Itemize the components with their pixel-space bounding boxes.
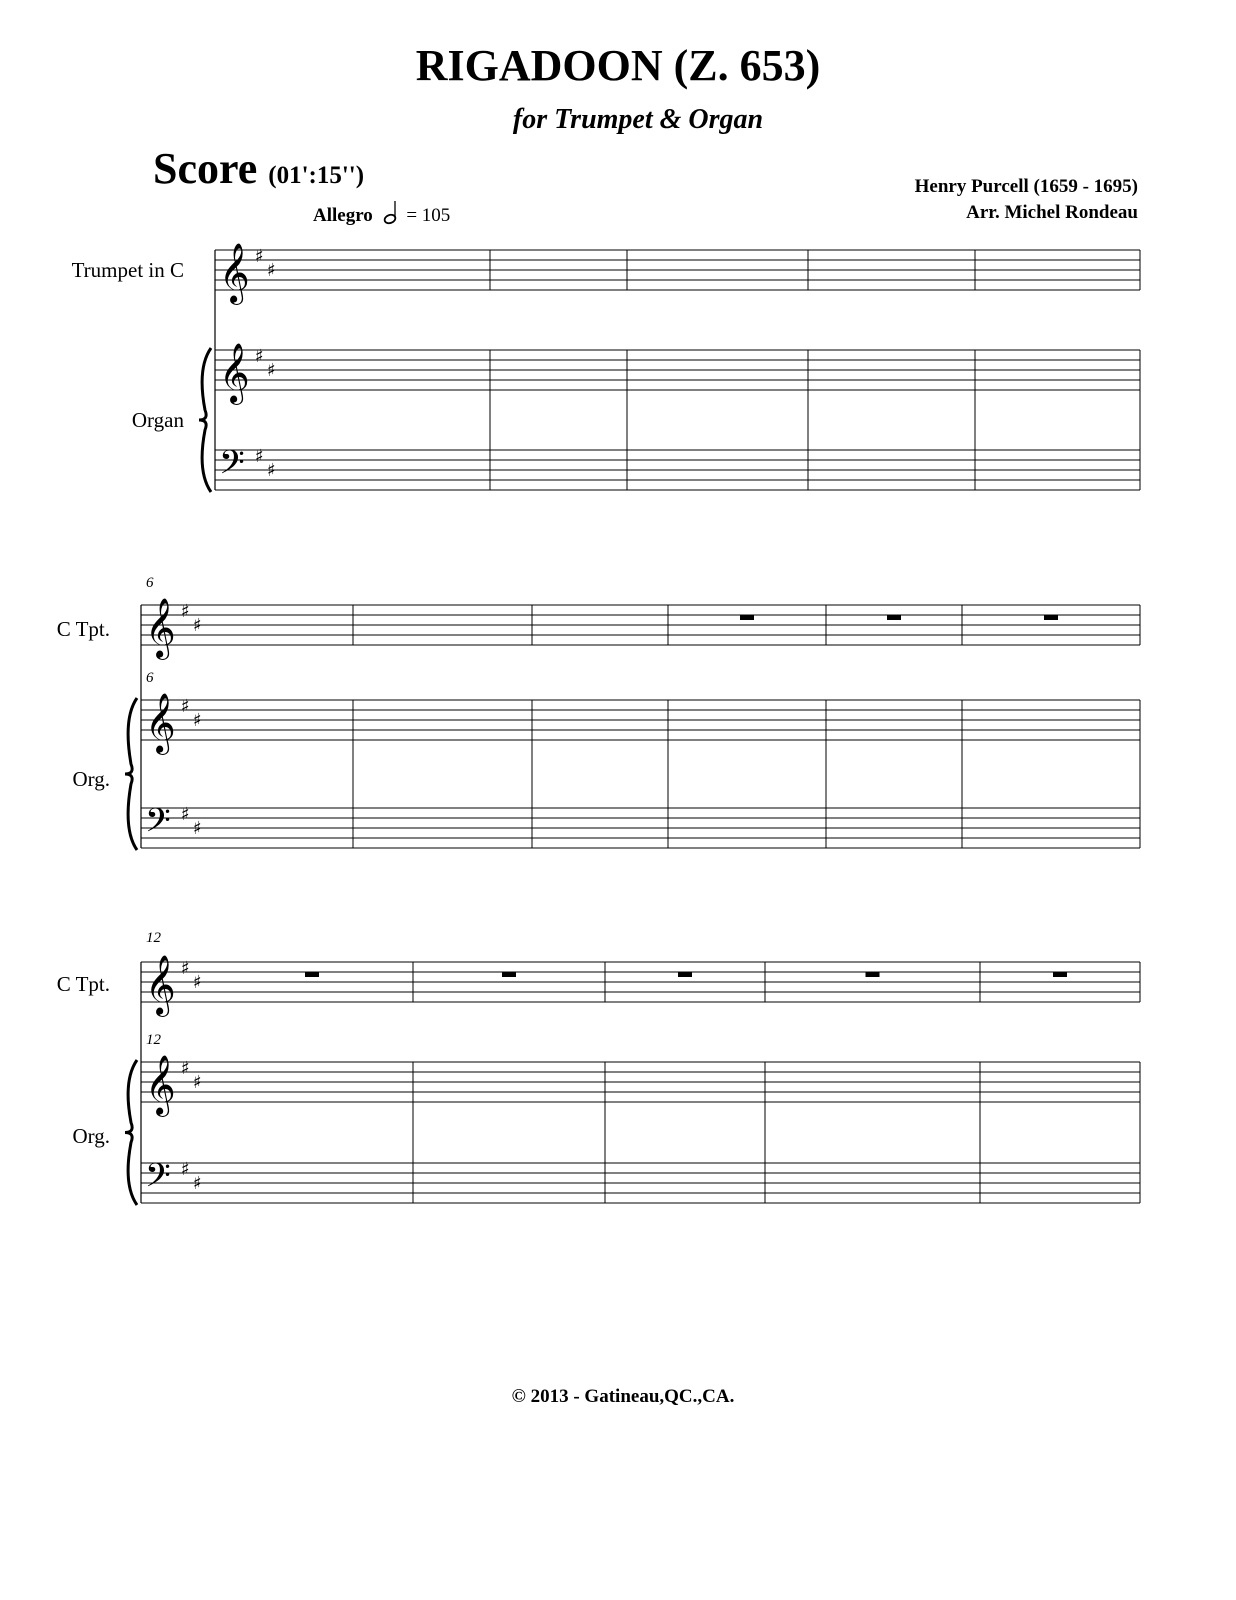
composer: Henry Purcell (1659 - 1695)	[914, 176, 1138, 197]
organ-staff-name: Organ	[131, 408, 184, 432]
whole-rest-icon	[678, 972, 692, 977]
whole-rest-icon	[305, 972, 319, 977]
arranger: Arr. Michel Rondeau	[966, 202, 1138, 223]
bass-clef-icon: 𝄢	[145, 1157, 171, 1203]
bass-clef-icon: 𝄢	[219, 444, 245, 490]
measure-number: 6	[146, 670, 154, 686]
sharp-icon: ♯	[255, 246, 264, 267]
whole-rest-icon	[866, 972, 880, 977]
sharp-icon: ♯	[181, 696, 190, 717]
sharp-icon: ♯	[181, 1058, 190, 1079]
measure-number: 12	[146, 1032, 161, 1048]
brace-icon	[125, 1060, 137, 1205]
copyright: © 2013 - Gatineau,QC.,CA.	[511, 1386, 735, 1407]
sharp-icon: ♯	[267, 360, 276, 381]
tempo-text: Allegro	[313, 205, 373, 226]
organ-staff-name: Org.	[72, 1124, 110, 1148]
sharp-icon: ♯	[193, 1173, 202, 1194]
sharp-icon: ♯	[193, 615, 202, 636]
trumpet-staff-name: Trumpet in C	[71, 258, 184, 282]
score-duration: (01':15'')	[268, 162, 365, 189]
treble-clef-icon: 𝄞	[219, 243, 250, 303]
sharp-icon: ♯	[181, 958, 190, 979]
whole-rest-icon	[1053, 972, 1067, 977]
treble-clef-icon: 𝄞	[145, 1055, 176, 1115]
trumpet-staff-name: C Tpt.	[56, 972, 110, 996]
treble-clef-icon: 𝄞	[145, 693, 176, 753]
score-word: Score	[153, 144, 258, 193]
sharp-icon: ♯	[181, 601, 190, 622]
sharp-icon: ♯	[267, 460, 276, 481]
organ-staff-name: Org.	[72, 767, 110, 791]
treble-clef-icon: 𝄞	[145, 955, 176, 1015]
measure-number: 6	[146, 575, 154, 591]
sharp-icon: ♯	[193, 972, 202, 993]
sharp-icon: ♯	[255, 446, 264, 467]
sharp-icon: ♯	[193, 710, 202, 731]
treble-clef-icon: 𝄞	[219, 343, 250, 403]
sharp-icon: ♯	[181, 804, 190, 825]
sharp-icon: ♯	[267, 260, 276, 281]
measure-number: 12	[146, 930, 161, 946]
sharp-icon: ♯	[193, 818, 202, 839]
sharp-icon: ♯	[193, 1072, 202, 1093]
whole-rest-icon	[502, 972, 516, 977]
sharp-icon: ♯	[255, 346, 264, 367]
tempo-value: = 105	[406, 205, 451, 226]
bass-clef-icon: 𝄢	[145, 802, 171, 848]
score-title: RIGADOON (Z. 653)	[415, 41, 821, 90]
score-subtitle: for Trumpet & Organ	[512, 104, 764, 135]
treble-clef-icon: 𝄞	[145, 598, 176, 658]
sharp-icon: ♯	[181, 1159, 190, 1180]
trumpet-staff-name: C Tpt.	[56, 617, 110, 641]
